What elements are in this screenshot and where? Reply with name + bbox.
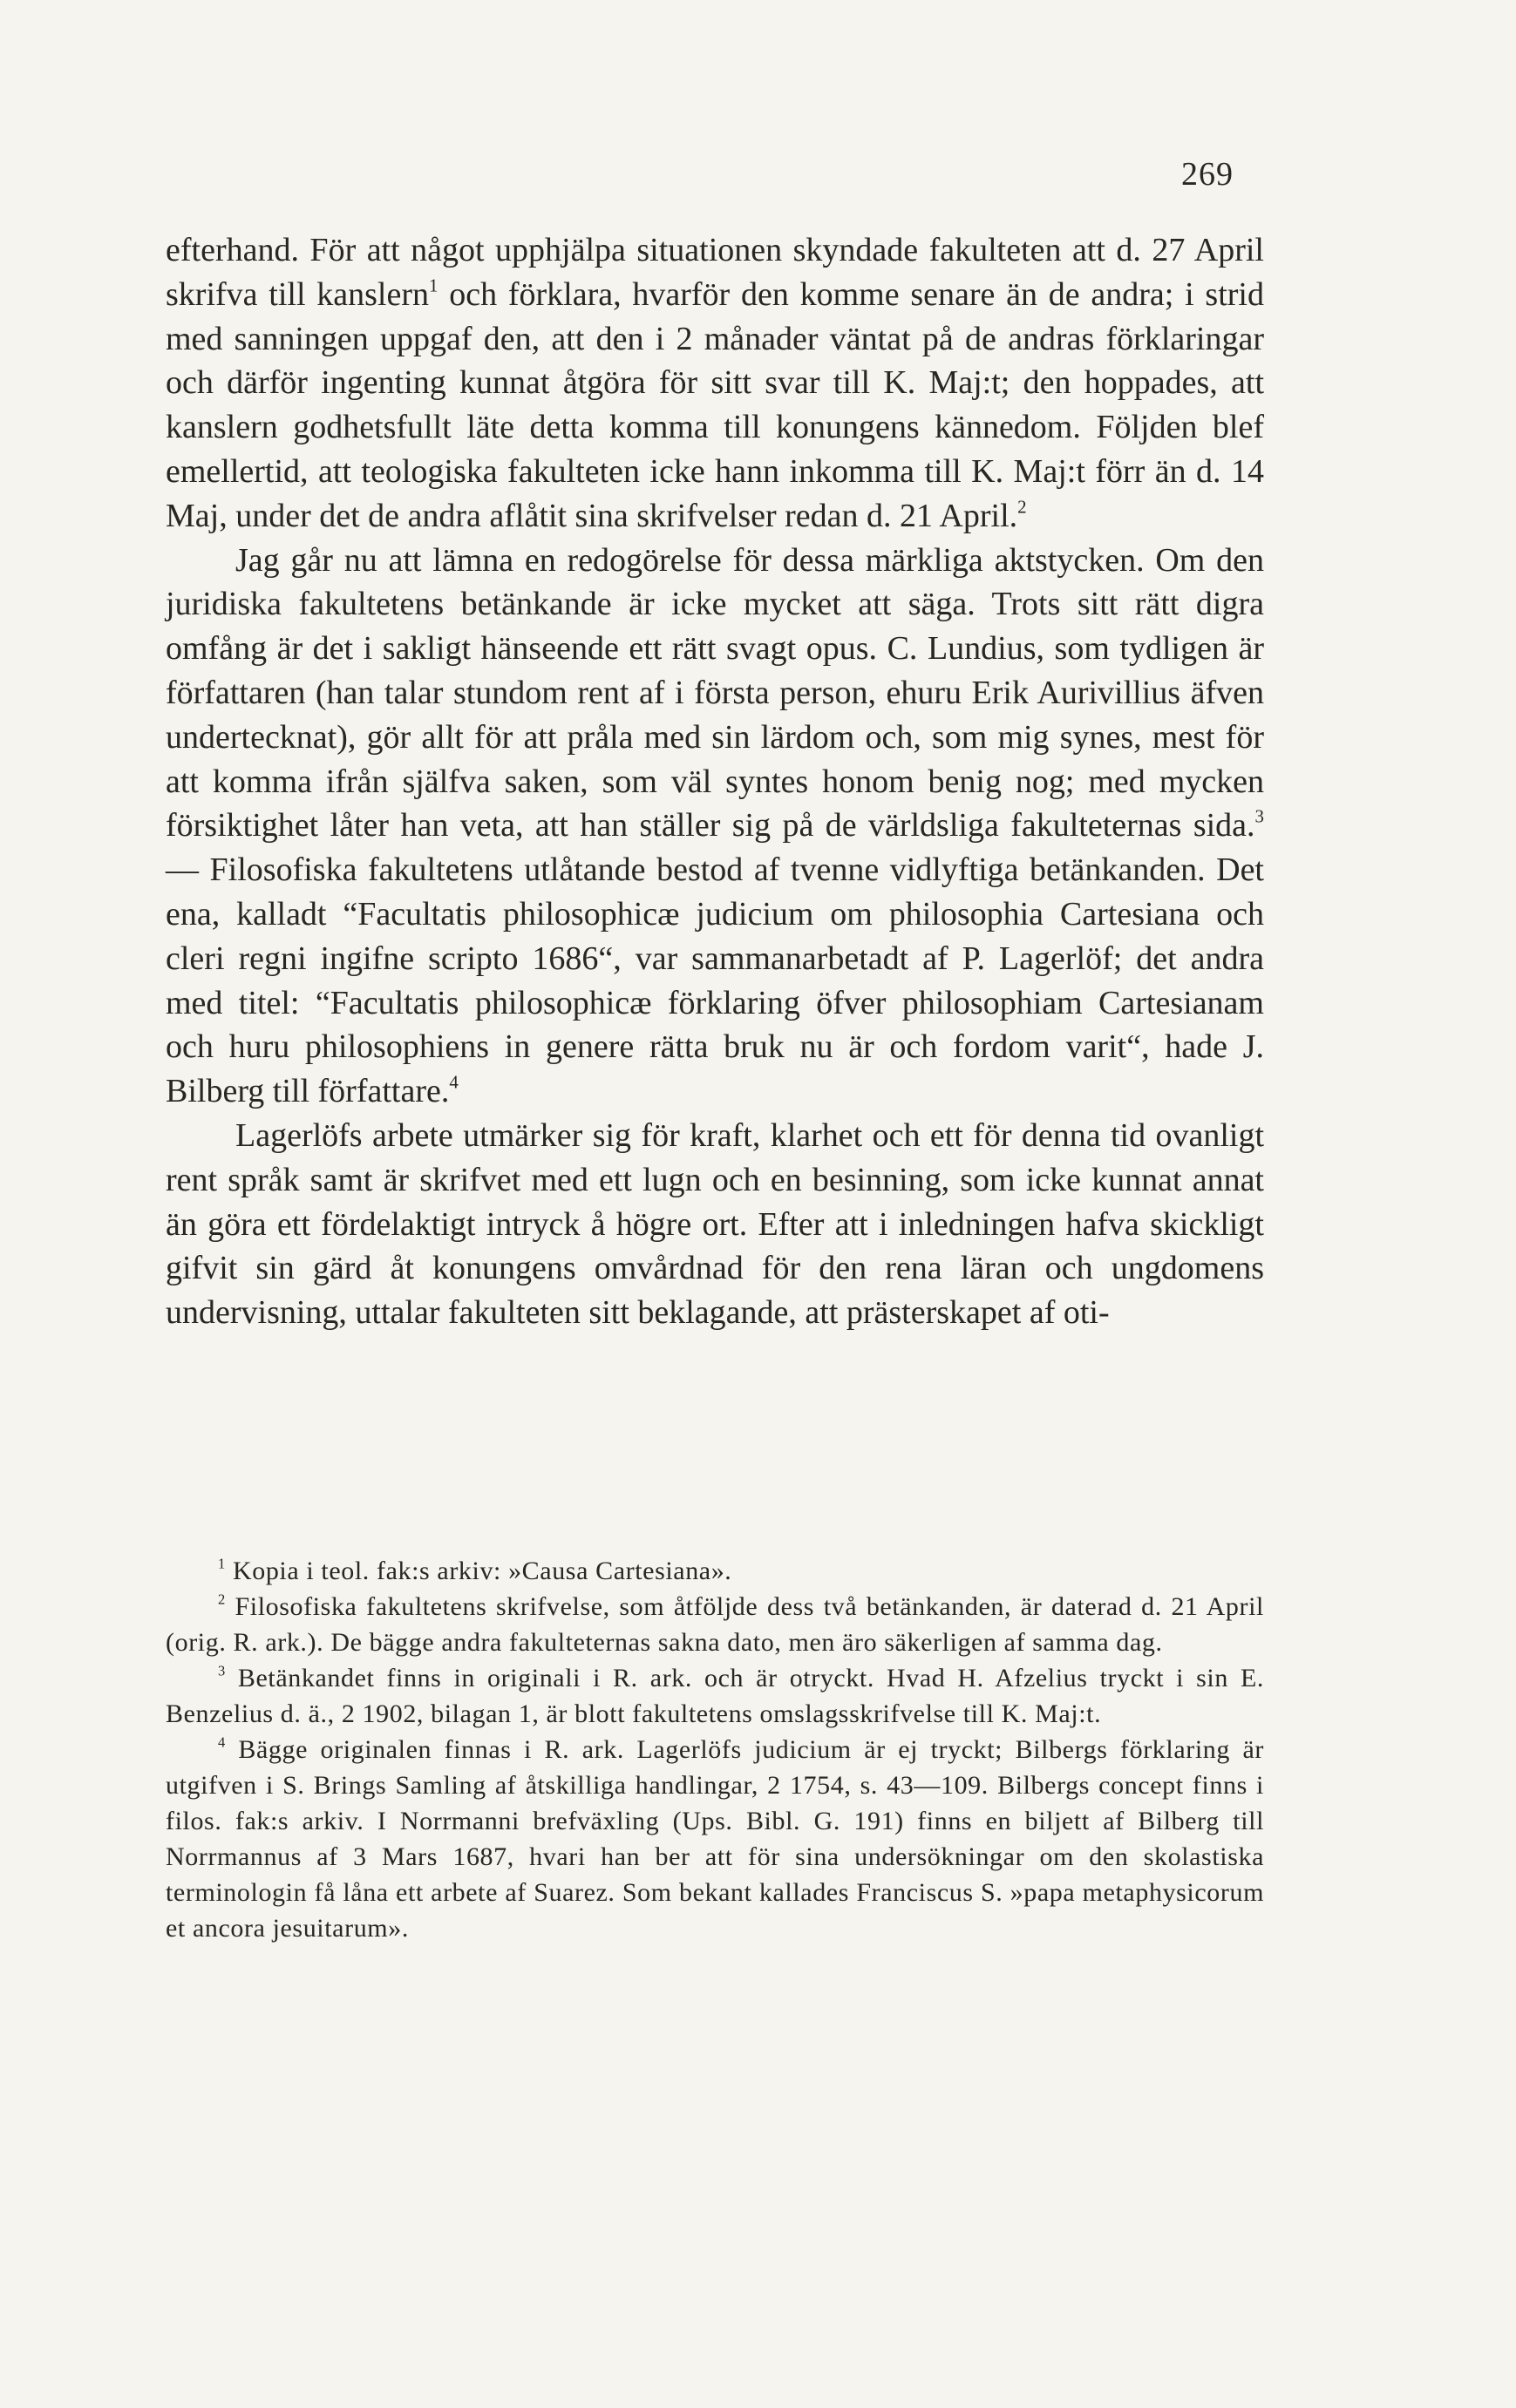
footnotes	[166, 1553, 1264, 1946]
footnote-mark: 4	[218, 1733, 226, 1751]
paragraph	[166, 1114, 1264, 1335]
paragraph	[166, 228, 1264, 539]
text-run: och förklara, hvarför den komme senare än de andra; i strid med sanningen uppgaf den, att den i 2 månader väntat på de andras förklaringar och därför ingenting kunnat åtgöra för sitt svar till K. Maj:t; den hoppades, att kanslern godhetsfullt läte detta komma till konungens kännedom. Följden blef emellertid, att teologiska fakulteten icke hann inkomma till K. Maj:t förr än d. 14 Maj, under det de andra aflåtit sina skrifvelser redan d. 21 April.	[166, 275, 1264, 534]
footnote	[166, 1553, 1264, 1589]
footnote	[166, 1660, 1264, 1732]
footnote-mark: 1	[218, 1555, 226, 1572]
footnote-reference: 1	[429, 275, 438, 296]
footnote-reference: 3	[1254, 805, 1264, 827]
footnote-reference: 2	[1017, 496, 1027, 518]
text-run: Lagerlöfs arbete utmärker sig för kraft, klarhet och ett för denna tid ovanligt rent språk samt är skrifvet med ett lugn och en besinning, som icke kunnat annat än göra ett fördelaktigt intryck å högre ort. Efter att i inledningen hafva skickligt gifvit sin gärd åt konungens omvårdnad för den rena läran och ungdomens undervisning, uttalar fakulteten sitt beklagande, att prästerskapet af oti-	[166, 1116, 1264, 1332]
text-run: Jag går nu att lämna en redogörelse för dessa märkliga aktstycken. Om den juridiska fakultetens betänkande är icke mycket att säga. Trots sitt rätt digra omfång är det i sakligt hänseende ett rätt svagt opus. C. Lundius, som tydligen är författaren (han talar stundom rent af i första person, ehuru Erik Aurivillius äfven undertecknat), gör allt för att pråla med sin lärdom och, som mig synes, mest för att komma ifrån själfva saken, som väl syntes honom benig nog; med mycken försiktighet låter han veta, att han ställer sig på de världsliga fakulteternas sida.	[166, 541, 1264, 844]
page-number: 269	[1181, 156, 1234, 193]
footnote-text: Filosofiska fakultetens skrifvelse, som åtföljde dess två betänkanden, är daterad d. 21 April (orig. R. ark.). De bägge andra fakulteternas sakna dato, men äro säkerligen af samma dag.	[166, 1592, 1264, 1657]
footnote-reference: 4	[449, 1071, 459, 1093]
paragraph	[166, 539, 1264, 1114]
body-text	[166, 228, 1264, 1335]
footnote-text: Betänkandet finns in originali i R. ark. och är otryckt. Hvad H. Afzelius tryckt i sin E. Benzelius d. ä., 2 1902, bilagan 1, är blott fakultetens omslagsskrifvelse till K. Maj:t.	[166, 1664, 1264, 1728]
footnote-mark: 3	[218, 1662, 226, 1679]
text-run: — Filosofiska fakultetens utlåtande bestod af tvenne vidlyftiga betänkanden. Det ena, kalladt “Facultatis philosophicæ judicium om philosophia Cartesiana och cleri regni ingifne scripto 1686“, var sammanarbetadt af P. Lagerlöf; det andra med titel: “Facultatis philosophicæ förklaring öfver philosophiam Cartesianam och huru philosophiens in genere rätta bruk nu är och fordom varit“, hade J. Bilberg till författare.	[166, 851, 1264, 1110]
footnote-text: Kopia i teol. fak:s arkiv: »Causa Cartesiana».	[225, 1557, 732, 1585]
footnote	[166, 1589, 1264, 1660]
footnote-mark: 2	[218, 1591, 226, 1608]
footnote-text: Bägge originalen finnas i R. ark. Lagerlöfs judicium är ej tryckt; Bilbergs förklaring är utgifven i S. Brings Samling af åtskilliga handlingar, 2 1754, s. 43—109. Bilbergs concept finns i filos. fak:s arkiv. I Norrmanni brefväxling (Ups. Bibl. G. 191) finns en biljett af Bilberg till Norrmannus af 3 Mars 1687, hvari han ber att för sina undersökningar om den skolastiska terminologin få låna ett arbete af Suarez. Som bekant kallades Franciscus S. »papa metaphysicorum et ancora jesuitarum».	[166, 1735, 1264, 1943]
footnote	[166, 1732, 1264, 1946]
text-run: efterhand. För att något upphjälpa situationen skyndade fakulteten att d. 27 April skrifva till kanslern	[166, 232, 1264, 313]
